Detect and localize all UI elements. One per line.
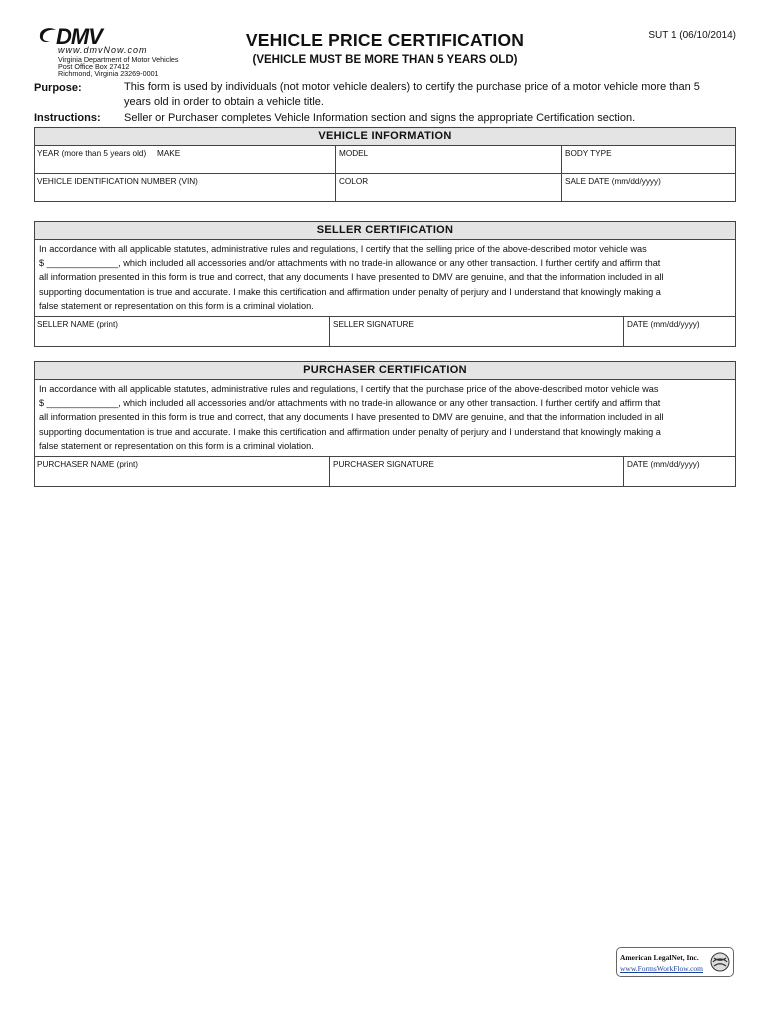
footer-link[interactable]: www.FormsWorkFlow.com bbox=[620, 964, 704, 973]
sale-date-label: SALE DATE (mm/dd/yyyy) bbox=[565, 177, 661, 186]
seller-date-field[interactable] bbox=[625, 318, 735, 347]
purchaser-certification-section bbox=[34, 361, 736, 487]
globe-icon bbox=[710, 952, 730, 972]
seller-statement bbox=[39, 242, 723, 313]
logo-url: www.dmvNow.com bbox=[58, 45, 148, 55]
vehicle-information-heading: VEHICLE INFORMATION bbox=[35, 128, 735, 146]
purchaser-date-field[interactable] bbox=[625, 458, 735, 487]
body-type-label: BODY TYPE bbox=[565, 149, 612, 158]
logo-wordmark: DMV bbox=[56, 24, 102, 49]
seller-certification-heading: SELLER CERTIFICATION bbox=[35, 222, 735, 240]
statement-line: In accordance with all applicable statutes, administrative rules and regulations, I certify that the selling price of the above-described motor vehicle was bbox=[39, 244, 647, 254]
seller-date-label: DATE (mm/dd/yyyy) bbox=[627, 320, 700, 329]
form-number: SUT 1 (06/10/2014) bbox=[648, 30, 736, 41]
purchaser-date-label: DATE (mm/dd/yyyy) bbox=[627, 460, 700, 469]
year-label: YEAR (more than 5 years old) bbox=[37, 149, 147, 158]
statement-line: false statement or representation on this form is a criminal violation. bbox=[39, 300, 314, 311]
model-label: MODEL bbox=[339, 149, 369, 158]
vehicle-information-section bbox=[34, 127, 736, 202]
seller-name-field[interactable] bbox=[35, 318, 329, 347]
purpose-line: This form is used by individuals (not motor vehicle dealers) to certify the purchase price of a motor vehicle more than 5 bbox=[124, 81, 700, 93]
seller-certification-section bbox=[34, 221, 736, 347]
sale-date-field[interactable] bbox=[563, 175, 735, 202]
form-title: VEHICLE PRICE CERTIFICATION bbox=[245, 30, 525, 50]
purpose-label: Purpose: bbox=[34, 82, 82, 94]
agency-name: Virginia Department of Motor Vehicles bbox=[58, 55, 179, 64]
statement-line: In accordance with all applicable statutes, administrative rules and regulations, I certify that the purchase price of the above-described motor vehicle was bbox=[39, 384, 659, 394]
forms-workflow-badge[interactable] bbox=[616, 947, 734, 977]
seller-name-label: SELLER NAME (print) bbox=[37, 320, 118, 329]
purchaser-certification-heading: PURCHASER CERTIFICATION bbox=[35, 362, 735, 380]
purchaser-name-field[interactable] bbox=[35, 458, 329, 487]
model-field[interactable] bbox=[337, 147, 561, 173]
statement-line: supporting documentation is true and accurate. I make this certification and affirmation under penalty of perjury and I understand that knowingly making a bbox=[39, 286, 661, 297]
purchaser-name-label: PURCHASER NAME (print) bbox=[37, 460, 138, 469]
agency-city: Richmond, Virginia 23269-0001 bbox=[58, 69, 159, 78]
purchaser-statement bbox=[39, 382, 723, 453]
purchaser-signature-field[interactable] bbox=[331, 458, 623, 487]
instructions-text: Seller or Purchaser completes Vehicle Information section and signs the appropriate Certification section. bbox=[124, 112, 636, 124]
statement-line: false statement or representation on this form is a criminal violation. bbox=[39, 440, 314, 451]
seller-signature-label: SELLER SIGNATURE bbox=[333, 320, 414, 329]
statement-line: all information presented in this form is true and correct, that any documents I have presented to DMV are genuine, and that the information included in all bbox=[39, 272, 664, 283]
statement-line: all information presented in this form is true and correct, that any documents I have presented to DMV are genuine, and that the information included in all bbox=[39, 412, 664, 423]
form-subtitle: (VEHICLE MUST BE MORE THAN 5 YEARS OLD) bbox=[252, 54, 518, 66]
body-type-field[interactable] bbox=[563, 147, 735, 173]
make-field[interactable] bbox=[155, 147, 335, 173]
vin-label: VEHICLE IDENTIFICATION NUMBER (VIN) bbox=[37, 177, 198, 186]
vin-field[interactable] bbox=[35, 175, 335, 202]
make-label: MAKE bbox=[157, 149, 181, 158]
footer-company: American LegalNet, Inc. bbox=[620, 953, 699, 962]
instructions-label: Instructions: bbox=[34, 112, 101, 124]
color-field[interactable] bbox=[337, 175, 561, 202]
purpose-line: years old in order to obtain a vehicle title. bbox=[124, 96, 324, 108]
statement-line: $ ______________, which included all accessories and/or attachments with no trade-in allowance or any other transaction. I further certify and affirm that bbox=[39, 258, 661, 269]
seller-signature-field[interactable] bbox=[331, 318, 623, 347]
year-field[interactable] bbox=[35, 147, 155, 173]
statement-line: supporting documentation is true and accurate. I make this certification and affirmation under penalty of perjury and I understand that knowingly making a bbox=[39, 426, 661, 437]
purpose-text bbox=[124, 80, 734, 110]
purchaser-signature-label: PURCHASER SIGNATURE bbox=[333, 460, 434, 469]
statement-line: $ ______________, which included all accessories and/or attachments with no trade-in allowance or any other transaction. I further certify and affirm that bbox=[39, 398, 661, 409]
color-label: COLOR bbox=[339, 177, 369, 186]
agency-po-box: Post Office Box 27412 bbox=[58, 62, 130, 71]
